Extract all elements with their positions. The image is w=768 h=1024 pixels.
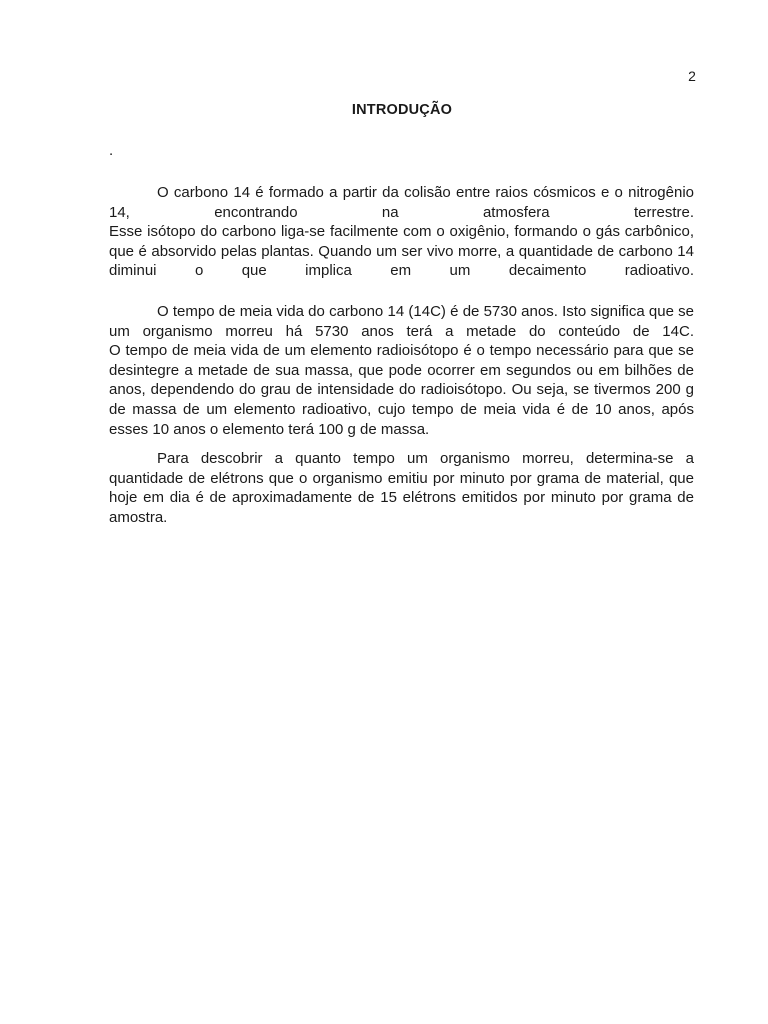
paragraph-3-segment-1: Para descobrir a quanto tempo um organismo morreu, determina-se a quantidade de elétrons que o organismo emitiu por minuto por grama de material, que hoje em dia é de aproximadamente de 15 elétrons emitidos por minuto por grama de amostra. (109, 450, 694, 526)
paragraph-2 (109, 302, 694, 439)
page-number: 2 (688, 68, 696, 84)
paragraph-1-segment-1: O carbono 14 é formado a partir da colisão entre raios cósmicos e o nitrogênio 14, encontrando na atmosfera terrestre. (109, 184, 694, 221)
paragraph-2-segment-2: O tempo de meia vida de um elemento radioisótopo é o tempo necessário para que se desintegre a metade de sua massa, que pode ocorrer em segundos ou em bilhões de anos, dependendo do grau de intensidade do radioisótopo. Ou seja, se tivermos 200 g de massa de um elemento radioativo, cujo tempo de meia vida é de 10 anos, após esses 10 anos o elemento terá 100 g de massa. (109, 342, 694, 438)
paragraph-2-segment-1: O tempo de meia vida do carbono 14 (14C) é de 5730 anos. Isto significa que se um organismo morreu há 5730 anos terá a metade do conteúdo de 14C. (109, 303, 694, 340)
paragraph-3 (109, 449, 694, 527)
paragraph-1-segment-2: Esse isótopo do carbono liga-se facilmente com o oxigênio, formando o gás carbônico, que é absorvido pelas plantas. Quando um ser vivo morre, a quantidade de carbono 14 diminui o que implica em um decaimento radioativo. (109, 223, 694, 280)
section-title: INTRODUÇÃO (351, 102, 453, 118)
stray-mark: . (109, 142, 114, 159)
paragraph-1 (109, 183, 694, 281)
